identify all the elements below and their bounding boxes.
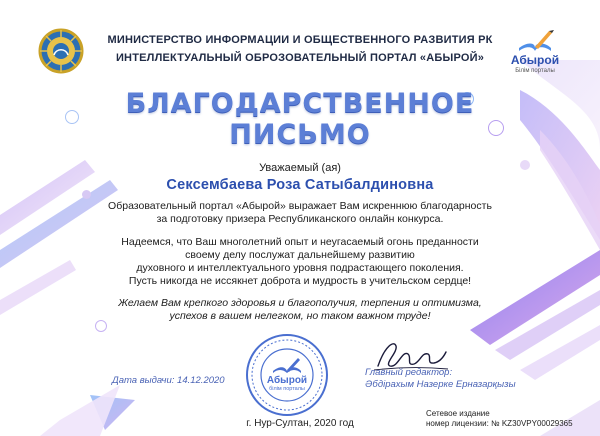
paragraph-2-line: духовного и интеллектуального уровня подрастающего поколения. [136, 262, 464, 274]
paragraph-2-line: своему делу послужат дальнейшему развитию [185, 249, 415, 261]
stamp-name: Абырой [266, 375, 308, 386]
paragraph-2-line: Пусть никогда не иссякнет доброта и мудрость в учительском сердце! [128, 275, 472, 287]
signature-name: Әбдірахым Назерке Ерназарқызы [365, 379, 516, 390]
title-line-1: БЛАГОДАРСТВЕННОЕ [125, 88, 475, 119]
place-year: г. Нур-Султан, 2020 год [246, 418, 354, 429]
paragraph-3-line: успехов в вашем нелегком, но таком важном труде! [169, 310, 431, 322]
network-edition-title: Сетевое издание [426, 409, 490, 418]
issue-date: Дата выдачи: 14.12.2020 [112, 375, 225, 386]
header-portal: ИНТЕЛЛЕКТУАЛЬНЫЙ ОБРОЗОВАТЕЛЬНЫЙ ПОРТАЛ «АБЫРОЙ» [115, 52, 485, 64]
paragraph-2-line: Надеемся, что Ваш многолетний опыт и неугасаемый огонь преданности [121, 236, 479, 248]
license-number: номер лицензии: № KZ30VPY00029365 [426, 419, 573, 428]
logo-subtitle: Білім порталы [515, 68, 555, 74]
title-line-2: ПИСЬМО [229, 119, 371, 150]
portal-logo [505, 28, 565, 82]
stamp-subtitle: білім порталы [269, 386, 305, 392]
signature-role: Главный редактор: [365, 367, 453, 378]
network-edition [426, 409, 573, 429]
state-emblem-icon [38, 28, 84, 74]
header-ministry: МИНИСТЕРСТВО ИНФОРМАЦИИ И ОБЩЕСТВЕННОГО РАЗВИТИЯ РК [107, 34, 493, 46]
official-stamp [245, 333, 329, 417]
logo-name: Абырой [510, 53, 560, 67]
paragraph-1-line: Образовательный портал «Абырой» выражает Вам искреннюю благодарность [108, 200, 492, 212]
book-pen-icon [505, 28, 565, 54]
salutation: Уважаемый (ая) [259, 162, 341, 174]
paragraph-1-line: за подготовку призера Республиканского онлайн конкурса. [156, 213, 444, 225]
paragraph-3-line: Желаем Вам крепкого здоровья и благополучия, терпения и оптимизма, [118, 297, 482, 309]
recipient-name: Сексембаева Роза Сатыбалдиновна [166, 177, 434, 193]
